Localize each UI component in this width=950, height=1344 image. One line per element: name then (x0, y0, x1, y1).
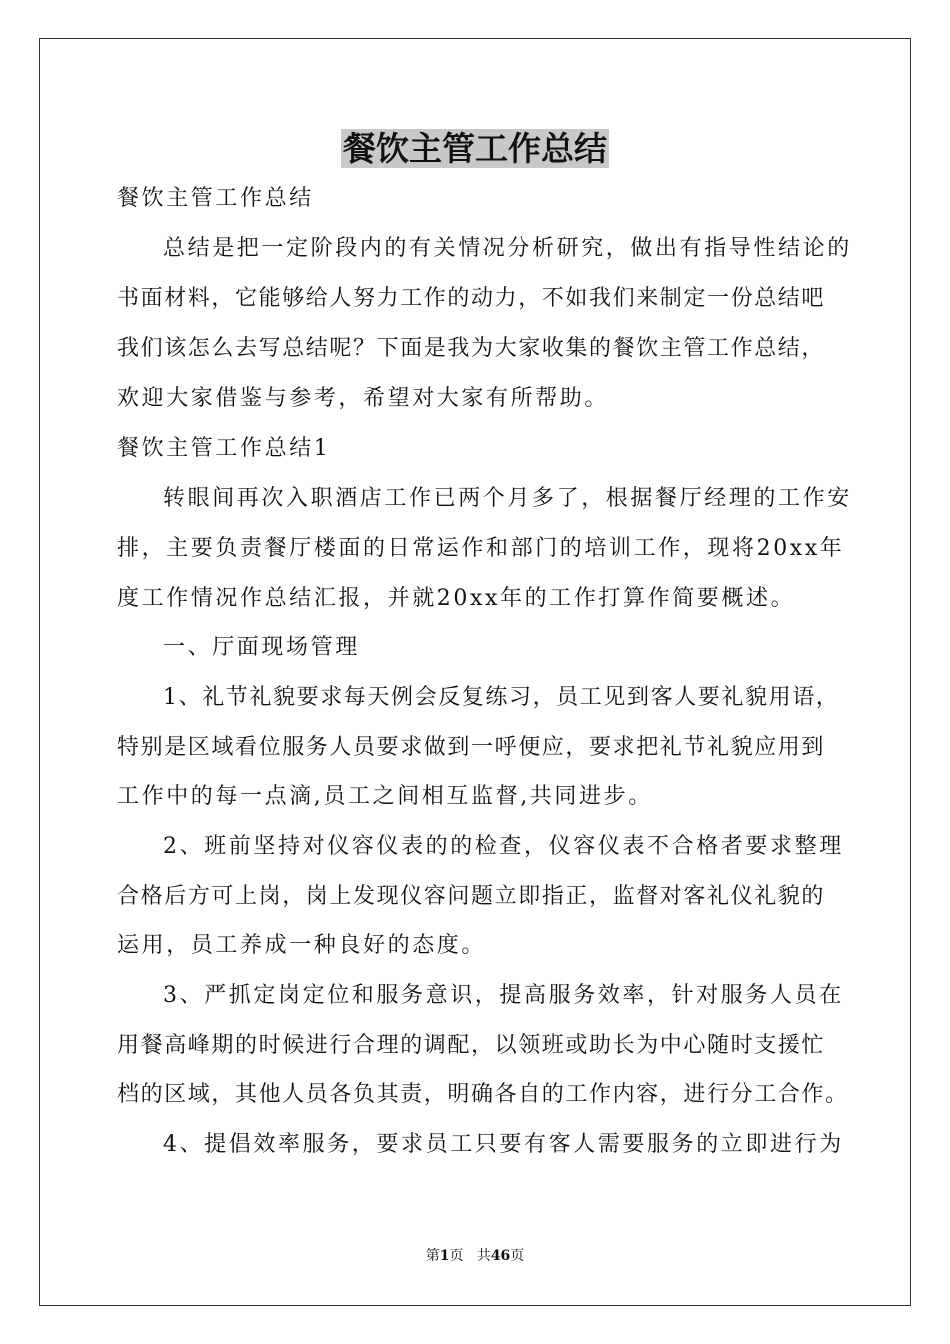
item-2-line-2: 合格后方可上岗，岗上发现仪容问题立即指正，监督对客礼仪礼貌的 (117, 884, 826, 909)
page-border (39, 38, 911, 1306)
intro-line-2: 书面材料，它能够给人努力工作的动力，不如我们来制定一份总结吧 (117, 286, 826, 311)
item-3-line-2: 用餐高峰期的时候进行合理的调配，以领班或助长为中心随时支援忙 (117, 1033, 826, 1058)
item-4-line-1: 4、提倡效率服务，要求员工只要有客人需要服务的立即进行为 (163, 1132, 844, 1157)
footer-total-pages: 46 (490, 1248, 511, 1264)
section-title: 餐饮主管工作总结1 (117, 436, 331, 461)
item-2-line-1: 2、班前坚持对仪容仪表的的检查，仪容仪表不合格者要求整理 (163, 834, 844, 859)
item-3-line-1: 3、严抓定岗定位和服务意识，提高服务效率，针对服务人员在 (163, 983, 844, 1008)
item-1-line-3: 工作中的每一点滴,员工之间相互监督,共同进步。 (117, 784, 653, 809)
intro-line-4: 欢迎大家借鉴与参考，希望对大家有所帮助。 (117, 386, 610, 411)
item-1-line-2: 特别是区域看位服务人员要求做到一呼便应，要求把礼节礼貌应用到 (117, 735, 826, 760)
document-subtitle: 餐饮主管工作总结 (117, 186, 314, 211)
footer-page-suffix: 页 (449, 1248, 464, 1264)
intro-line-1: 总结是把一定阶段内的有关情况分析研究，做出有指导性结论的 (163, 236, 852, 261)
item-1-line-1: 1、礼节礼貌要求每天例会反复练习，员工见到客人要礼貌用语， (163, 685, 840, 710)
paragraph-1-line-3: 度工作情况作总结汇报，并就20xx年的工作打算作简要概述。 (117, 586, 796, 611)
heading-site-management: 一、厅面现场管理 (163, 635, 360, 660)
page-footer (0, 1246, 950, 1266)
paragraph-1-line-1: 转眼间再次入职酒店工作已两个月多了，根据餐厅经理的工作安 (163, 486, 852, 511)
item-2-line-3: 运用，员工养成一种良好的态度。 (117, 933, 487, 958)
footer-total-prefix: 共 (476, 1248, 491, 1264)
document-title (0, 126, 950, 172)
footer-total-suffix: 页 (510, 1248, 525, 1264)
footer-page-prefix: 第 (425, 1248, 440, 1264)
item-3-line-3: 档的区域，其他人员各负其责，明确各自的工作内容，进行分工合作。 (117, 1082, 849, 1107)
paragraph-1-line-2: 排，主要负责餐厅楼面的日常运作和部门的培训工作，现将20xx年 (117, 536, 845, 561)
footer-page-number: 1 (439, 1248, 450, 1264)
document-title-text: 餐饮主管工作总结 (343, 129, 607, 168)
intro-line-3: 我们该怎么去写总结呢？下面是我为大家收集的餐饮主管工作总结， (117, 336, 826, 361)
